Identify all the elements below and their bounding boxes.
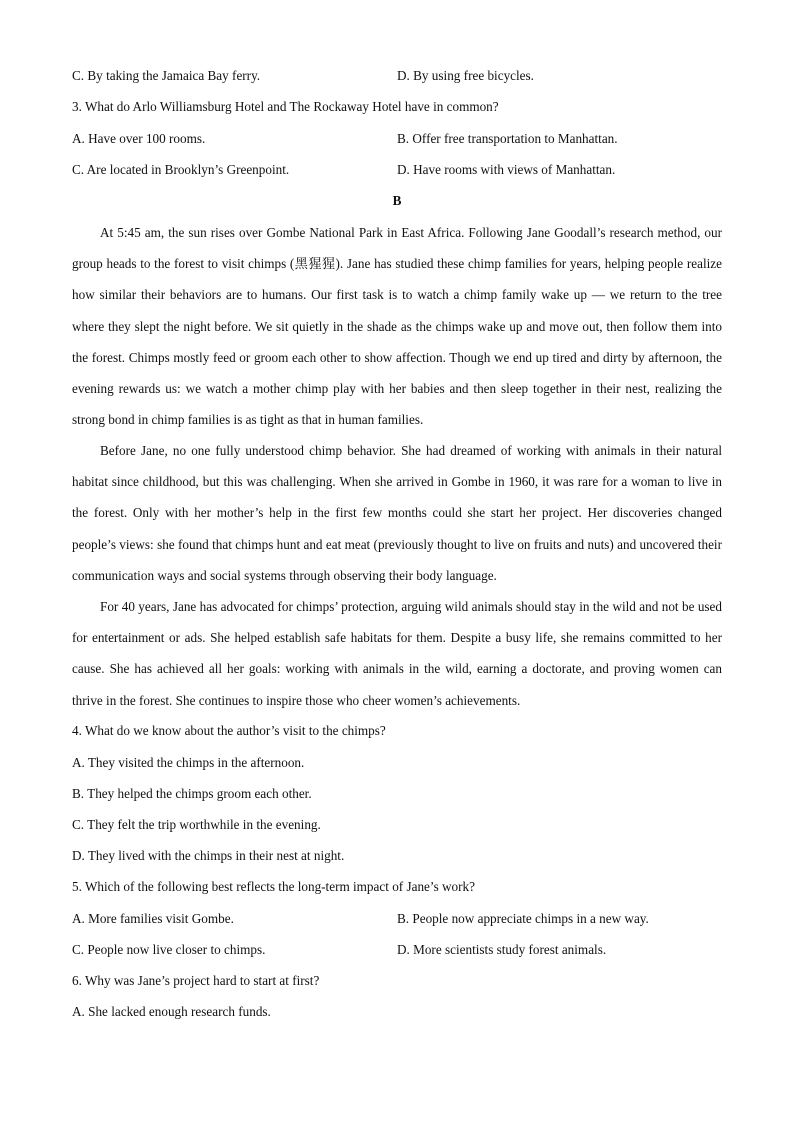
q3-stem: 3. What do Arlo Williamsburg Hotel and The Rockaway Hotel have in common? [72,99,499,114]
q3-option-a: A. Have over 100 rooms. [72,131,206,146]
q2-option-c: C. By taking the Jamaica Bay ferry. [72,68,261,83]
q5-stem: 5. Which of the following best reflects the long-term impact of Jane’s work? [72,879,475,894]
q4-option-d: D. They lived with the chimps in their nest at night. [72,848,345,863]
q5-option-c: C. People now live closer to chimps. [72,942,266,957]
passage-paragraph-1: At 5:45 am, the sun rises over Gombe National Park in East Africa. Following Jane Goodall’s research method, our group heads to the forest to visit chimps (黑猩猩). Jane has studied these chimp families for years, helping people realize how similar their behaviors are to humans. Our first task is to watch a chimp family wake up — we return to the tree where they slept the night before. We sit quietly in the shade as the chimps wake up and move out, then follow them into the forest. Chimps mostly feed or groom each other to show affection. Though we end up tired and dirty by afternoon, the evening rewards us: we watch a mother chimp play with her babies and then sleep together in their nest, realizing the strong bond in chimp families is as tight as that in human families. [72,225,722,428]
q3-option-c: C. Are located in Brooklyn’s Greenpoint. [72,162,290,177]
q4-option-c: C. They felt the trip worthwhile in the evening. [72,817,321,832]
q5-option-b: B. People now appreciate chimps in a new way. [397,911,649,926]
q4-option-b: B. They helped the chimps groom each other. [72,786,312,801]
q3-option-b: B. Offer free transportation to Manhattan. [397,131,618,146]
q6-stem: 6. Why was Jane’s project hard to start at first? [72,973,320,988]
q5-option-a: A. More families visit Gombe. [72,911,234,926]
q2-option-d: D. By using free bicycles. [397,68,534,83]
q6-option-a: A. She lacked enough research funds. [72,1004,271,1019]
section-b-title: B [392,193,402,208]
q4-option-a: A. They visited the chimps in the afternoon. [72,755,305,770]
q5-option-d: D. More scientists study forest animals. [397,942,607,957]
passage-paragraph-3: For 40 years, Jane has advocated for chimps’ protection, arguing wild animals should stay in the wild and not be used for entertainment or ads. She helped establish safe habitats for them. Despite a busy life, she remains committed to her cause. She has achieved all her goals: working with animals in the wild, earning a doctorate, and proving women can thrive in the forest. She continues to inspire those who cheer women’s achievements. [72,599,722,708]
passage-paragraph-2: Before Jane, no one fully understood chimp behavior. She had dreamed of working with animals in their natural habitat since childhood, but this was challenging. When she arrived in Gombe in 1960, it was rare for a woman to live in the forest. Only with her mother’s help in the first few months could she start her project. Her discoveries changed people’s views: she found that chimps hunt and eat meat (previously thought to live on fruits and nuts) and uncovered their communication ways and social systems through observing their body language. [72,443,722,583]
q4-stem: 4. What do we know about the author’s visit to the chimps? [72,723,386,738]
q3-option-d: D. Have rooms with views of Manhattan. [397,162,616,177]
